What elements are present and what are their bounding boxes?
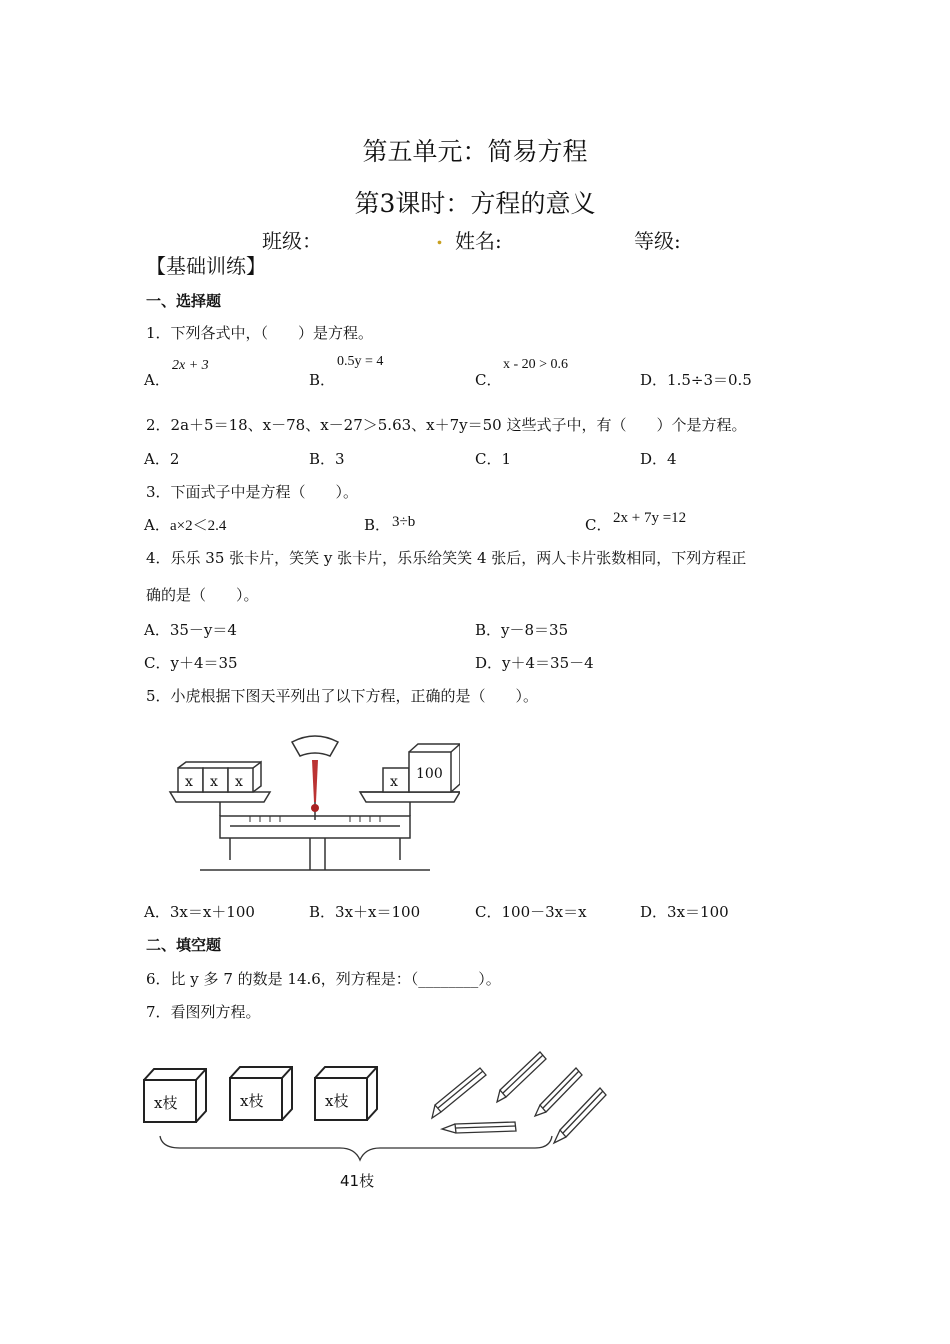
pointer-pivot — [311, 804, 319, 812]
pencil-3 — [535, 1068, 582, 1116]
q5-b: B．3x＋x＝100 — [309, 903, 421, 921]
q4-text-line1: 4．乐乐 35 张卡片，笑笑 y 张卡片，乐乐给笑笑 4 张后，两人卡片张数相同，下列方程正 — [146, 549, 747, 567]
q3-b-expr: 3÷b — [392, 514, 416, 530]
total-label: 41枝 — [340, 1172, 375, 1190]
pencil-2 — [497, 1052, 546, 1102]
q2-c: C．1 — [475, 450, 512, 468]
q4-a: A．35－y＝4 — [144, 621, 237, 639]
q5-c: C．100－3x＝x — [475, 903, 587, 921]
left-box-2-label: x — [210, 774, 218, 790]
grade-label: 等级: — [634, 229, 681, 253]
q3-c-expr: 2x + 7y =12 — [613, 510, 687, 526]
q1-a-label: A． — [144, 371, 170, 389]
section-choice: 一、选择题 — [146, 292, 222, 310]
q2-a: A．2 — [144, 450, 180, 468]
q1-d: D．1.5÷3＝0.5 — [640, 371, 752, 389]
pencil-box-3-label: x枝 — [325, 1092, 349, 1110]
q6-text: 6．比 y 多 7 的数是 14.6，列方程是：（________）。 — [146, 970, 501, 988]
right-small-box-label: x — [390, 774, 398, 790]
q3-a-expr: a×2＜2.4 — [170, 518, 227, 534]
page-title: 第五单元：简易方程 — [362, 137, 588, 166]
q3-text: 3．下面式子中是方程（ ）。 — [146, 483, 359, 501]
balance-scale-illustration — [160, 730, 460, 880]
q1-c-expr: x - 20 > 0.6 — [503, 357, 569, 372]
q4-d: D．y＋4＝35－4 — [475, 654, 594, 672]
dial — [292, 736, 338, 756]
q7-text: 7．看图列方程。 — [146, 1003, 261, 1021]
q4-b: B．y－8＝35 — [475, 621, 569, 639]
class-label: 班级： — [262, 229, 322, 253]
q2-b: B．3 — [309, 450, 345, 468]
pencil-1 — [432, 1068, 486, 1118]
right-big-box-label: 100 — [416, 766, 443, 782]
pencil-box-2-label: x枝 — [240, 1092, 264, 1110]
pointer-needle — [312, 760, 318, 802]
pencil-4 — [442, 1122, 516, 1133]
q1-c-label: C． — [475, 371, 502, 389]
q4-c: C．y＋4＝35 — [144, 654, 238, 672]
q2-text: 2．2a＋5＝18、x－78、x－27＞5.63、x＋7y＝50 这些式子中，有（ ）个是方程。 — [146, 416, 747, 434]
page-subtitle: 第3课时：方程的意义 — [354, 189, 596, 218]
q5-a: A．3x＝x＋100 — [144, 903, 255, 921]
q1-b-expr: 0.5y = 4 — [337, 354, 384, 369]
q3-c-label: C． — [585, 516, 612, 534]
q5-text: 5．小虎根据下图天平列出了以下方程，正确的是（ ）。 — [146, 687, 539, 705]
left-pan — [170, 792, 270, 802]
pencil-boxes-illustration — [140, 1040, 620, 1200]
q5-d: D．3x＝100 — [640, 903, 729, 921]
total-brace — [160, 1136, 552, 1160]
section-fill: 二、填空题 — [146, 936, 222, 954]
q1-b-label: B． — [309, 371, 336, 389]
q2-d: D．4 — [640, 450, 677, 468]
left-box-1-label: x — [185, 774, 193, 790]
q1-text: 1．下列各式中，（ ）是方程。 — [146, 324, 374, 342]
q3-b-label: B． — [364, 516, 391, 534]
q3-a-label: A． — [144, 516, 170, 534]
header-dot: . — [436, 225, 443, 249]
q1-a-expr: 2x + 3 — [172, 358, 209, 373]
section-basic: 【基础训练】 — [146, 254, 266, 278]
pencil-box-1-label: x枝 — [154, 1094, 178, 1112]
name-label: 姓名: — [455, 229, 502, 253]
left-box-3-label: x — [235, 774, 243, 790]
right-pan — [360, 792, 460, 802]
q4-text-line2: 确的是（ ）。 — [146, 586, 259, 604]
